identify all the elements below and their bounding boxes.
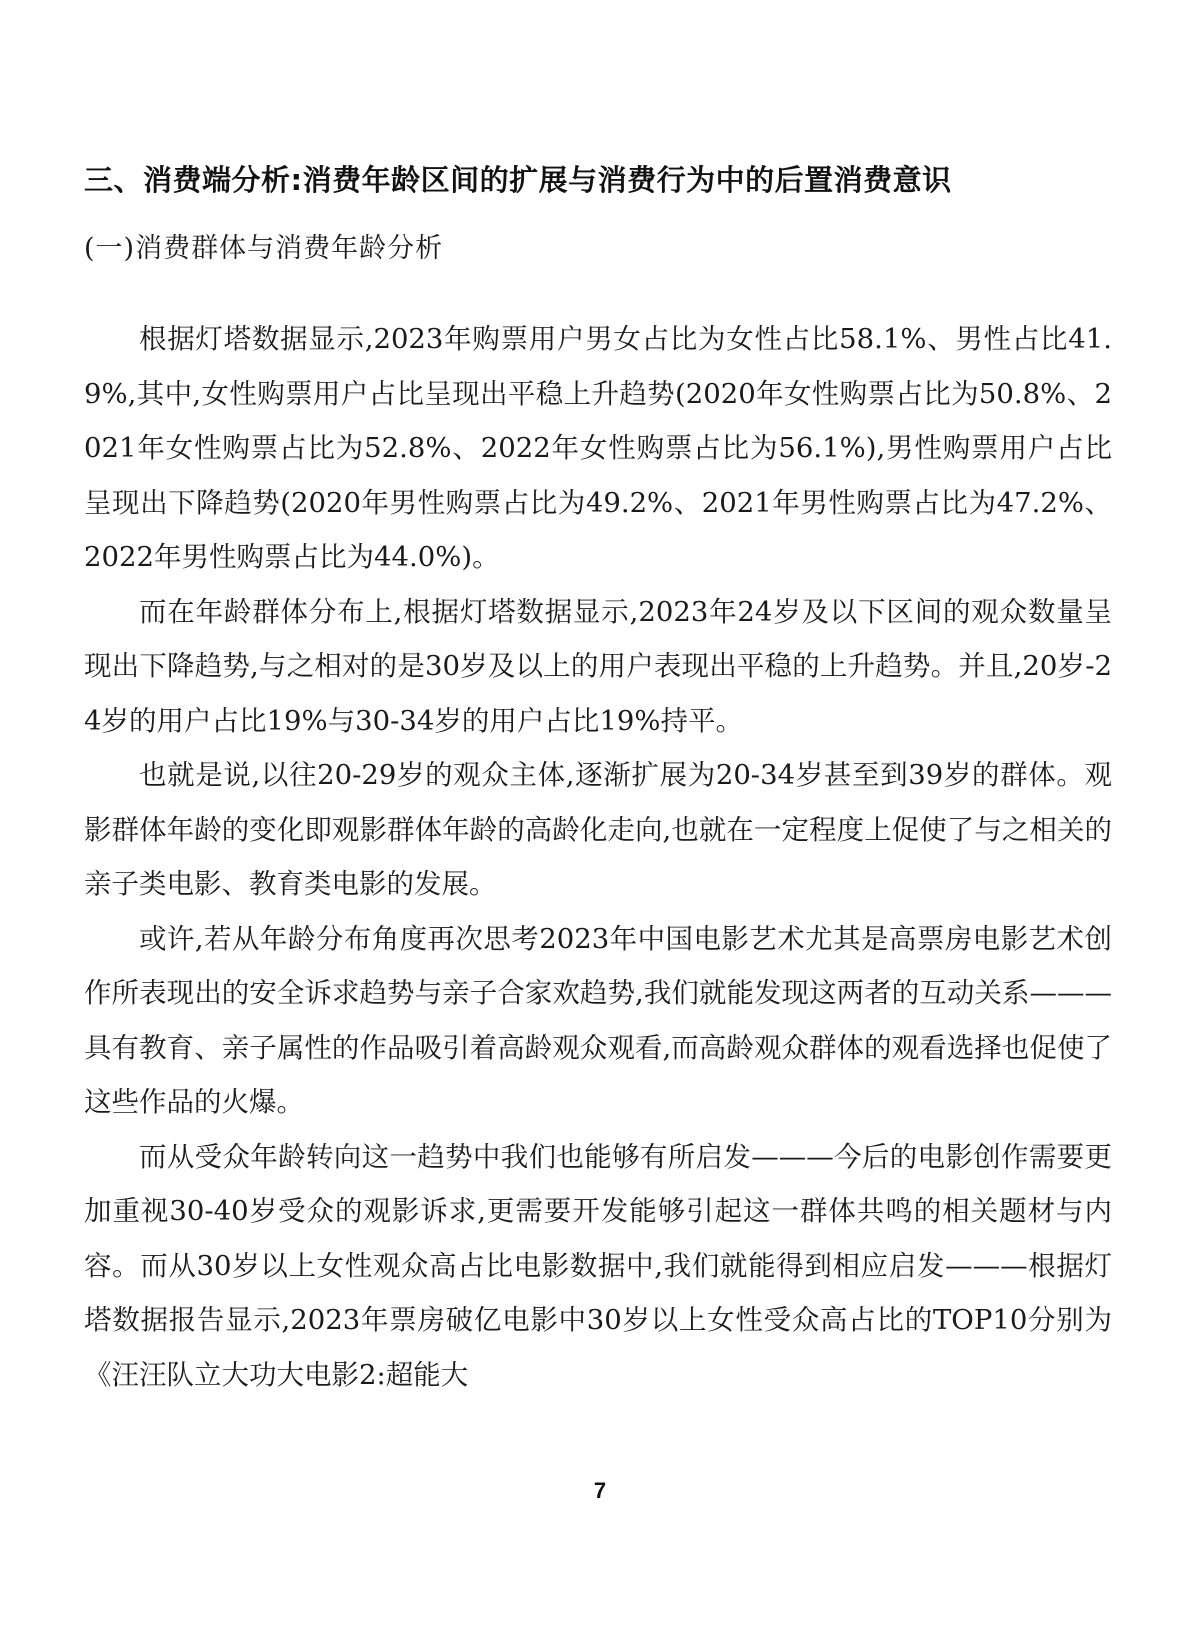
page-number: 7 [593,1478,607,1503]
paragraph-interaction: 或许,若从年龄分布角度再次思考2023年中国电影艺术尤其是高票房电影艺术创作所表现出的安全诉求趋势与亲子合家欢趋势,我们就能发现这两者的互动关系———具有教育、亲子属性的作品吸引着高龄观众观看,而高龄观众群体的观看选择也促使了这些作品的火爆。 [84,922,1112,1118]
paragraph-age-distribution: 而在年龄群体分布上,根据灯塔数据显示,2023年24岁及以下区间的观众数量呈现出下降趋势,与之相对的是30岁及以上的用户表现出平稳的上升趋势。并且,20岁-24岁的用户占比19%与30-34岁的用户占比19%持平。 [84,595,1112,737]
section-heading: 三、消费端分析:消费年龄区间的扩展与消费行为中的后置消费意识 [84,163,952,197]
sub-heading: (一)消费群体与消费年龄分析 [84,233,444,264]
body-text [84,312,1112,1402]
paragraph-inspiration: 而从受众年龄转向这一趋势中我们也能够有所启发———今后的电影创作需要更加重视30-40岁受众的观影诉求,更需要开发能够引起这一群体共鸣的相关题材与内容。而从30岁以上女性观众高占比电影数据中,我们就能得到相应启发———根据灯塔数据报告显示,2023年票房破亿电影中30岁以上女性受众高占比的TOP10分别为《汪汪队立大功大电影2:超能大 [84,1140,1112,1391]
paragraph-audience-expansion: 也就是说,以往20-29岁的观众主体,逐渐扩展为20-34岁甚至到39岁的群体。观影群体年龄的变化即观影群体年龄的高龄化走向,也就在一定程度上促使了与之相关的亲子类电影、教育类电影的发展。 [84,759,1112,900]
paragraph-gender-ratio: 根据灯塔数据显示,2023年购票用户男女占比为女性占比58.1%、男性占比41.9%,其中,女性购票用户占比呈现出平稳上升趋势(2020年女性购票占比为50.8%、2021年女性购票占比为52.8%、2022年女性购票占比为56.1%),男性购票用户占比呈现出下降趋势(2020年男性购票占比为49.2%、2021年男性购票占比为47.2%、2022年男性购票占比为44.0%)。 [84,323,1112,573]
